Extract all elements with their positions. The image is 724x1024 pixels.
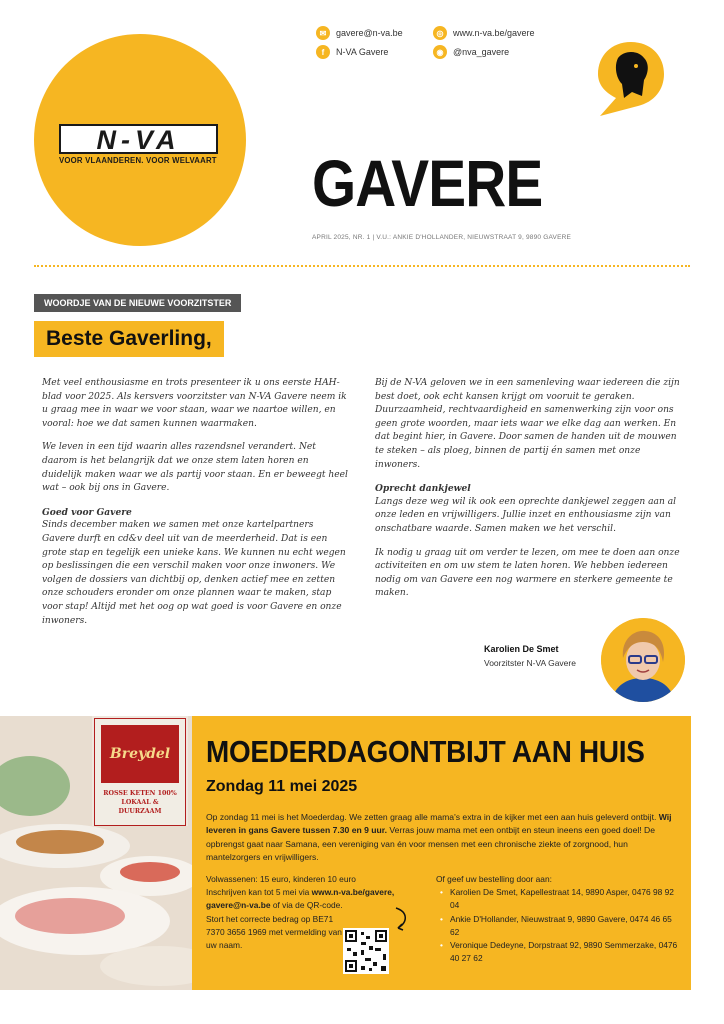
contact-email[interactable] [316,26,403,40]
register-link[interactable]: www.n-va.be/gavere, gavere@n-va.be [206,887,395,911]
facebook-icon: f [316,45,330,59]
promo-payment: Stort het correcte bedrag op BE71 7370 3656 1969 met vermelding van uw naam. [206,913,342,951]
curved-arrow-icon [392,906,412,932]
paragraph: Bij de N-VA geloven we in een samenleving waar iedereen die zijn best doet, ook echt kansen krijgt om vooruit te geraken. Duurzaamheid, rechtvaardigheid en samenwerking zijn voor ons geen grote woorden, maar iets waar we elke dag aan werken. En dat begint hier, in Gavere. Door samen de handen uit de mouwen te steken – als ploeg, binnen de partij én samen met onze inwoners. [375,378,680,470]
paragraph: Langs deze weg wil ik ook een oprechte dankjewel zeggen aan al onze leden en vrijwilligers. Jullie inzet en enthousiasme zijn van onschatbare waarde. Samen maken we het verschil. [375,496,677,534]
contact-web[interactable] [433,26,535,40]
email-text: gavere@n-va.be [336,28,403,38]
order-label: Of geef uw bestelling door aan: [436,874,552,884]
qr-code-icon[interactable] [343,928,389,974]
paragraph: Ik nodig u graag uit om verder te lezen, om mee te doen aan onze activiteiten en om uw stem te laten horen. We hebben iedereen nodig om van Gavere een nog warmere en sterkere gemeente te maken. [375,547,680,599]
signature-role: Voorzitster N-VA Gavere [484,658,576,668]
breydel-badge [94,718,186,826]
author-portrait [601,618,685,702]
contact-instagram[interactable] [433,45,509,59]
subheading: Oprecht dankjewel [375,483,471,495]
issue-meta: APRIL 2025, NR. 1 | V.U.: ANKIE D'HOLLANDER, NIEUWSTRAAT 9, 9890 GAVERE [312,234,572,241]
article-headline: Beste Gaverling, [34,321,224,357]
order-contact: • Veronique Dedeyne, Dorpstraat 92, 9890 Semmerzake, 0476 40 27 62 [450,939,680,965]
lion-speech-bubble-icon [596,40,666,116]
paragraph: Sinds december maken we samen met onze kartelpartners Gavere durft en cd&v deel uit van de meerderheid. Dat is een grote stap en tegelijk een unieke kans. We kunnen nu echt wegen op beslissingen die een verschil maken voor onze inwoners. We volgen de dossiers van dichtbij op, denken actief mee en zetten onze schouders eronder om onze plannen waar te maken, stap voor stap! Altijd met het oog op wat goed is voor Gavere en onze inwoners. [42,520,346,626]
instagram-text: @nva_gavere [453,47,510,57]
promo-title: MOEDERDAGONTBIJT AAN HUIS [206,734,645,769]
facebook-text: N-VA Gavere [336,47,389,57]
section-tag: WOORDJE VAN DE NIEUWE VOORZITSTER [34,294,241,312]
paragraph: We leven in een tijd waarin alles razendsnel verandert. Net daarom is het belangrijk dat we onze stem laten horen en duidelijk maken waar we als partij voor staan. En er beweegt heel wat – ook bij ons in Gavere. [42,442,348,494]
paragraph: Met veel enthousiasme en trots presenteer ik u ons eerste HAH-blad voor 2025. Als kersvers voorzitster van N-VA Gavere neem ik u graag mee in waar we voor staan, waar we naartoe willen, en vooral: hoe we dat samen kunnen waarmaken. [42,378,347,429]
signature-name: Karolien De Smet [484,644,559,654]
promo-prices: Volwassenen: 15 euro, kinderen 10 euro [206,874,356,884]
contact-facebook[interactable] [316,45,388,59]
order-contact: • Ankie D'Hollander, Nieuwstraat 9, 9890 Gavere, 0474 46 65 62 [450,913,680,939]
breydel-tagline: ROSSE KETEN 100% LOKAAL & DUURZAAM [103,790,177,815]
article-column-2 [375,377,687,611]
breydel-logo: Breydel [101,725,179,783]
web-text: www.n-va.be/gavere [453,28,535,38]
email-icon: ✉ [316,26,330,40]
globe-icon: ◎ [433,26,447,40]
instagram-icon: ◉ [433,45,447,59]
nva-logo: N-VA [59,124,218,154]
article-column-1 [42,377,348,638]
logo-tagline: VOOR VLAANDEREN. VOOR WELVAART [59,156,217,165]
person-portrait-icon [601,618,685,702]
order-list [436,886,680,965]
promo-description: Op zondag 11 mei is het Moederdag. We zetten graag alle mama's extra in de kijker met een aan huis geleverd ontbijt. Wij leveren in gans Gavere tussen 7.30 en 9 uur. Verras jouw mama met een ontbijt en steun ineens een goed doel! De opbrengst gaat naar Samana, een vereniging van én voor mensen met een chronische ziekte of zorgnood, hun mantelzorgers en vrijwilligers. [206,812,672,863]
order-contact: • Karolien De Smet, Kapellestraat 14, 9890 Asper, 0476 98 92 04 [450,886,680,912]
promo-order-contacts [436,873,680,965]
dotted-divider [34,265,690,267]
subheading: Goed voor Gavere [42,506,132,518]
promo-date: Zondag 11 mei 2025 [206,778,358,795]
page-title: GAVERE [312,146,543,220]
promo-register: Inschrijven kan tot 5 mei via www.n-va.be/gavere, gavere@n-va.be of via de QR-code. [206,887,395,911]
